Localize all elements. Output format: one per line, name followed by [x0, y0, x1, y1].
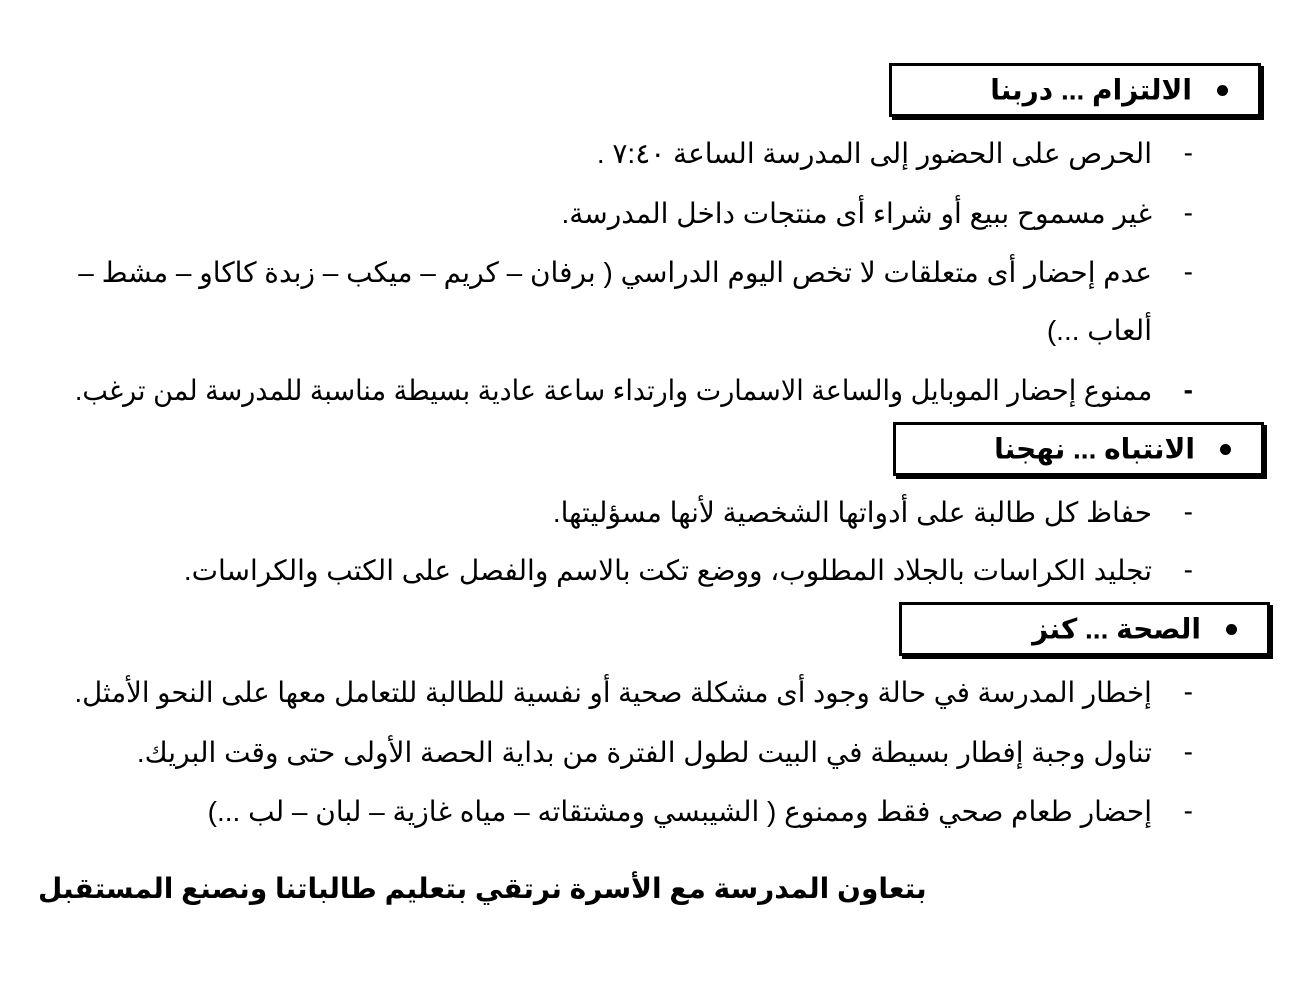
- rule-item: ممنوع إحضار الموبايل والساعة الاسمارت وارتداء ساعة عادية بسيطة مناسبة للمدرسة لمن ترغب.: [74, 375, 1152, 406]
- rule-item: غير مسموح ببيع أو شراء أى منتجات داخل المدرسة.: [561, 198, 1152, 229]
- rule-item: تجليد الكراسات بالجلاد المطلوب، ووضع تكت بالاسم والفصل على الكتب والكراسات.: [183, 555, 1152, 586]
- section-title: الالتزام ... دربنا: [990, 74, 1192, 106]
- dash-marker: -: [1183, 496, 1193, 527]
- dash-marker: -: [1183, 795, 1193, 826]
- footer-slogan: بتعاون المدرسة مع الأسرة نرتقي بتعليم طالباتنا ونصنع المستقبل: [38, 873, 927, 904]
- rule-item: إحضار طعام صحي فقط وممنوع ( الشيبسي ومشتقاته – مياه غازية – لبان – لب ...): [207, 796, 1152, 827]
- dash-marker: -: [1183, 137, 1193, 168]
- dash-marker: -: [1183, 256, 1193, 287]
- dash-marker: -: [1183, 736, 1193, 767]
- dash-marker: -: [1183, 374, 1193, 405]
- rule-item: حفاظ كل طالبة على أدواتها الشخصية لأنها مسؤليتها.: [552, 497, 1152, 528]
- bullet-icon: [1220, 444, 1231, 455]
- section-heading-attention: [893, 422, 1264, 476]
- dash-marker: -: [1183, 197, 1193, 228]
- section-heading-health: [899, 602, 1270, 656]
- rule-item: تناول وجبة إفطار بسيطة في البيت لطول الفترة من بداية الحصة الأولى حتى وقت البريك.: [136, 737, 1152, 768]
- rule-item: الحرص على الحضور إلى المدرسة الساعة ٧:٤٠ .: [596, 138, 1152, 169]
- dash-marker: -: [1183, 676, 1193, 707]
- rule-item: إخطار المدرسة في حالة وجود أى مشكلة صحية أو نفسية للطالبة للتعامل معها على النحو الأمثل.: [74, 677, 1152, 708]
- dash-marker: -: [1183, 554, 1193, 585]
- bullet-icon: [1217, 85, 1228, 96]
- section-title: الانتباه ... نهجنا: [994, 433, 1195, 465]
- section-title: الصحة ... كنز: [1032, 613, 1201, 645]
- section-heading-commitment: [889, 63, 1261, 117]
- rule-item: عدم إحضار أى متعلقات لا تخص اليوم الدراسي ( برفان – كريم – ميكب – زبدة كاكاو – مشط –: [78, 257, 1152, 288]
- bullet-icon: [1226, 624, 1237, 635]
- rule-item-continuation: ألعاب ...): [1046, 315, 1152, 346]
